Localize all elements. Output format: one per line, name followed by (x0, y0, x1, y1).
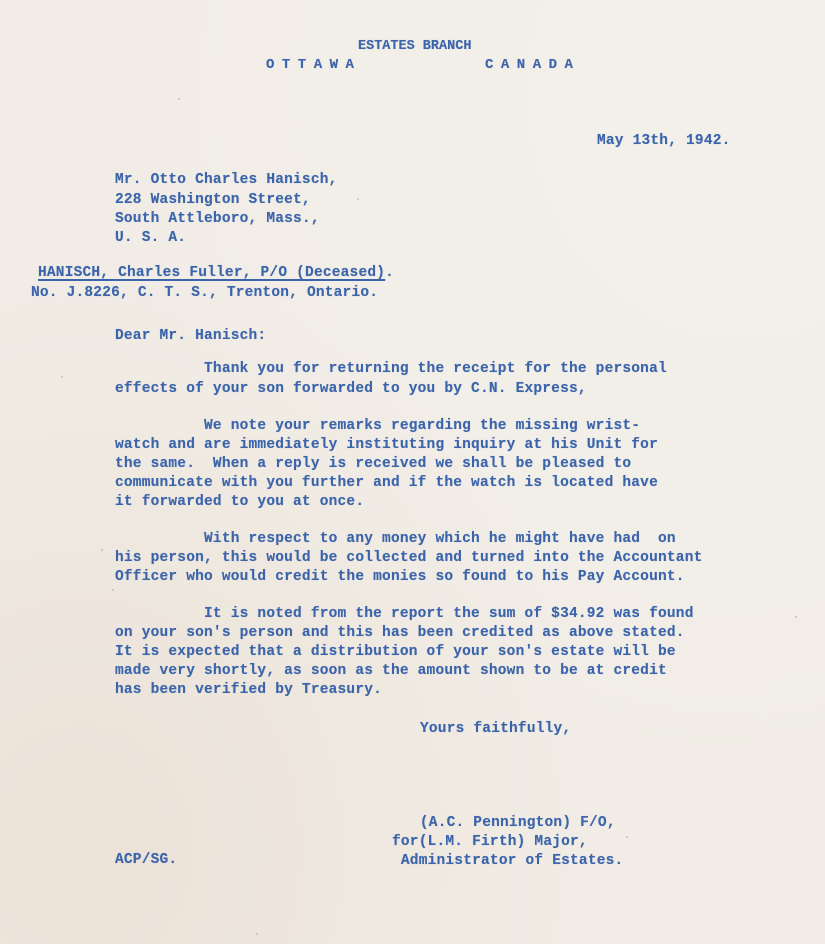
salutation: Dear Mr. Hanisch: (115, 328, 267, 344)
paragraph-3-line-2: his person, this would be collected and turned into the Accountant (115, 550, 703, 566)
paragraph-3-line-3: Officer who would credit the monies so found to his Pay Account. (115, 569, 685, 585)
paper-speck (101, 549, 103, 551)
paragraph-2-line-3: the same. When a reply is received we shall be pleased to (115, 456, 632, 472)
paragraph-4-line-1: It is noted from the report the sum of $34.92 was found (115, 606, 694, 622)
paper-speck (795, 616, 797, 618)
letter-date: May 13th, 1942. (597, 133, 731, 149)
subject-underlined: HANISCH, Charles Fuller, P/O (Deceased) (38, 265, 386, 281)
paragraph-2-line-2: watch and are immediately instituting inquiry at his Unit for (115, 437, 658, 453)
paragraph-4-line-2: on your son's person and this has been credited as above stated. (115, 625, 685, 641)
signature-line-3: Administrator of Estates. (392, 853, 624, 869)
signature-line-2: for(L.M. Firth) Major, (392, 834, 588, 850)
paper-speck (178, 98, 180, 100)
paragraph-2-line-5: it forwarded to you at once. (115, 494, 365, 510)
paper-speck (626, 836, 628, 838)
paragraph-1-line-2: effects of your son forwarded to you by C.N. Express, (115, 381, 587, 397)
paper-speck (357, 198, 359, 200)
paragraph-1-line-1: Thank you for returning the receipt for the personal (115, 361, 667, 377)
subject-line (38, 264, 394, 284)
paragraph-3-line-1: With respect to any money which he might have had on (115, 531, 676, 547)
recipient-country: U. S. A. (115, 230, 187, 246)
paragraph-4-line-3: It is expected that a distribution of your son's estate will be (115, 644, 676, 660)
paragraph-4-line-4: made very shortly, as soon as the amount shown to be at credit (115, 663, 667, 679)
service-number-line: No. J.8226, C. T. S., Trenton, Ontario. (31, 285, 379, 301)
paper-speck (112, 589, 114, 591)
letterhead-branch: ESTATES BRANCH (358, 39, 472, 54)
signature-line-1: (A.C. Pennington) F/O, (411, 815, 616, 831)
reference-initials: ACP/SG. (115, 852, 178, 868)
recipient-street: 228 Washington Street, (115, 192, 311, 208)
closing: Yours faithfully, (420, 721, 572, 737)
recipient-name: Mr. Otto Charles Hanisch, (115, 172, 338, 188)
letterhead-city: OTTAWA (266, 57, 362, 73)
paper-speck (61, 376, 63, 378)
letterhead-country: CANADA (485, 57, 581, 73)
subject-period: . (385, 265, 395, 281)
paper-speck (256, 933, 258, 935)
paragraph-2-line-4: communicate with you further and if the watch is located have (115, 475, 658, 491)
recipient-city: South Attleboro, Mass., (115, 211, 320, 227)
paragraph-4-line-5: has been verified by Treasury. (115, 682, 383, 698)
paragraph-2-line-1: We note your remarks regarding the missing wrist- (115, 418, 641, 434)
